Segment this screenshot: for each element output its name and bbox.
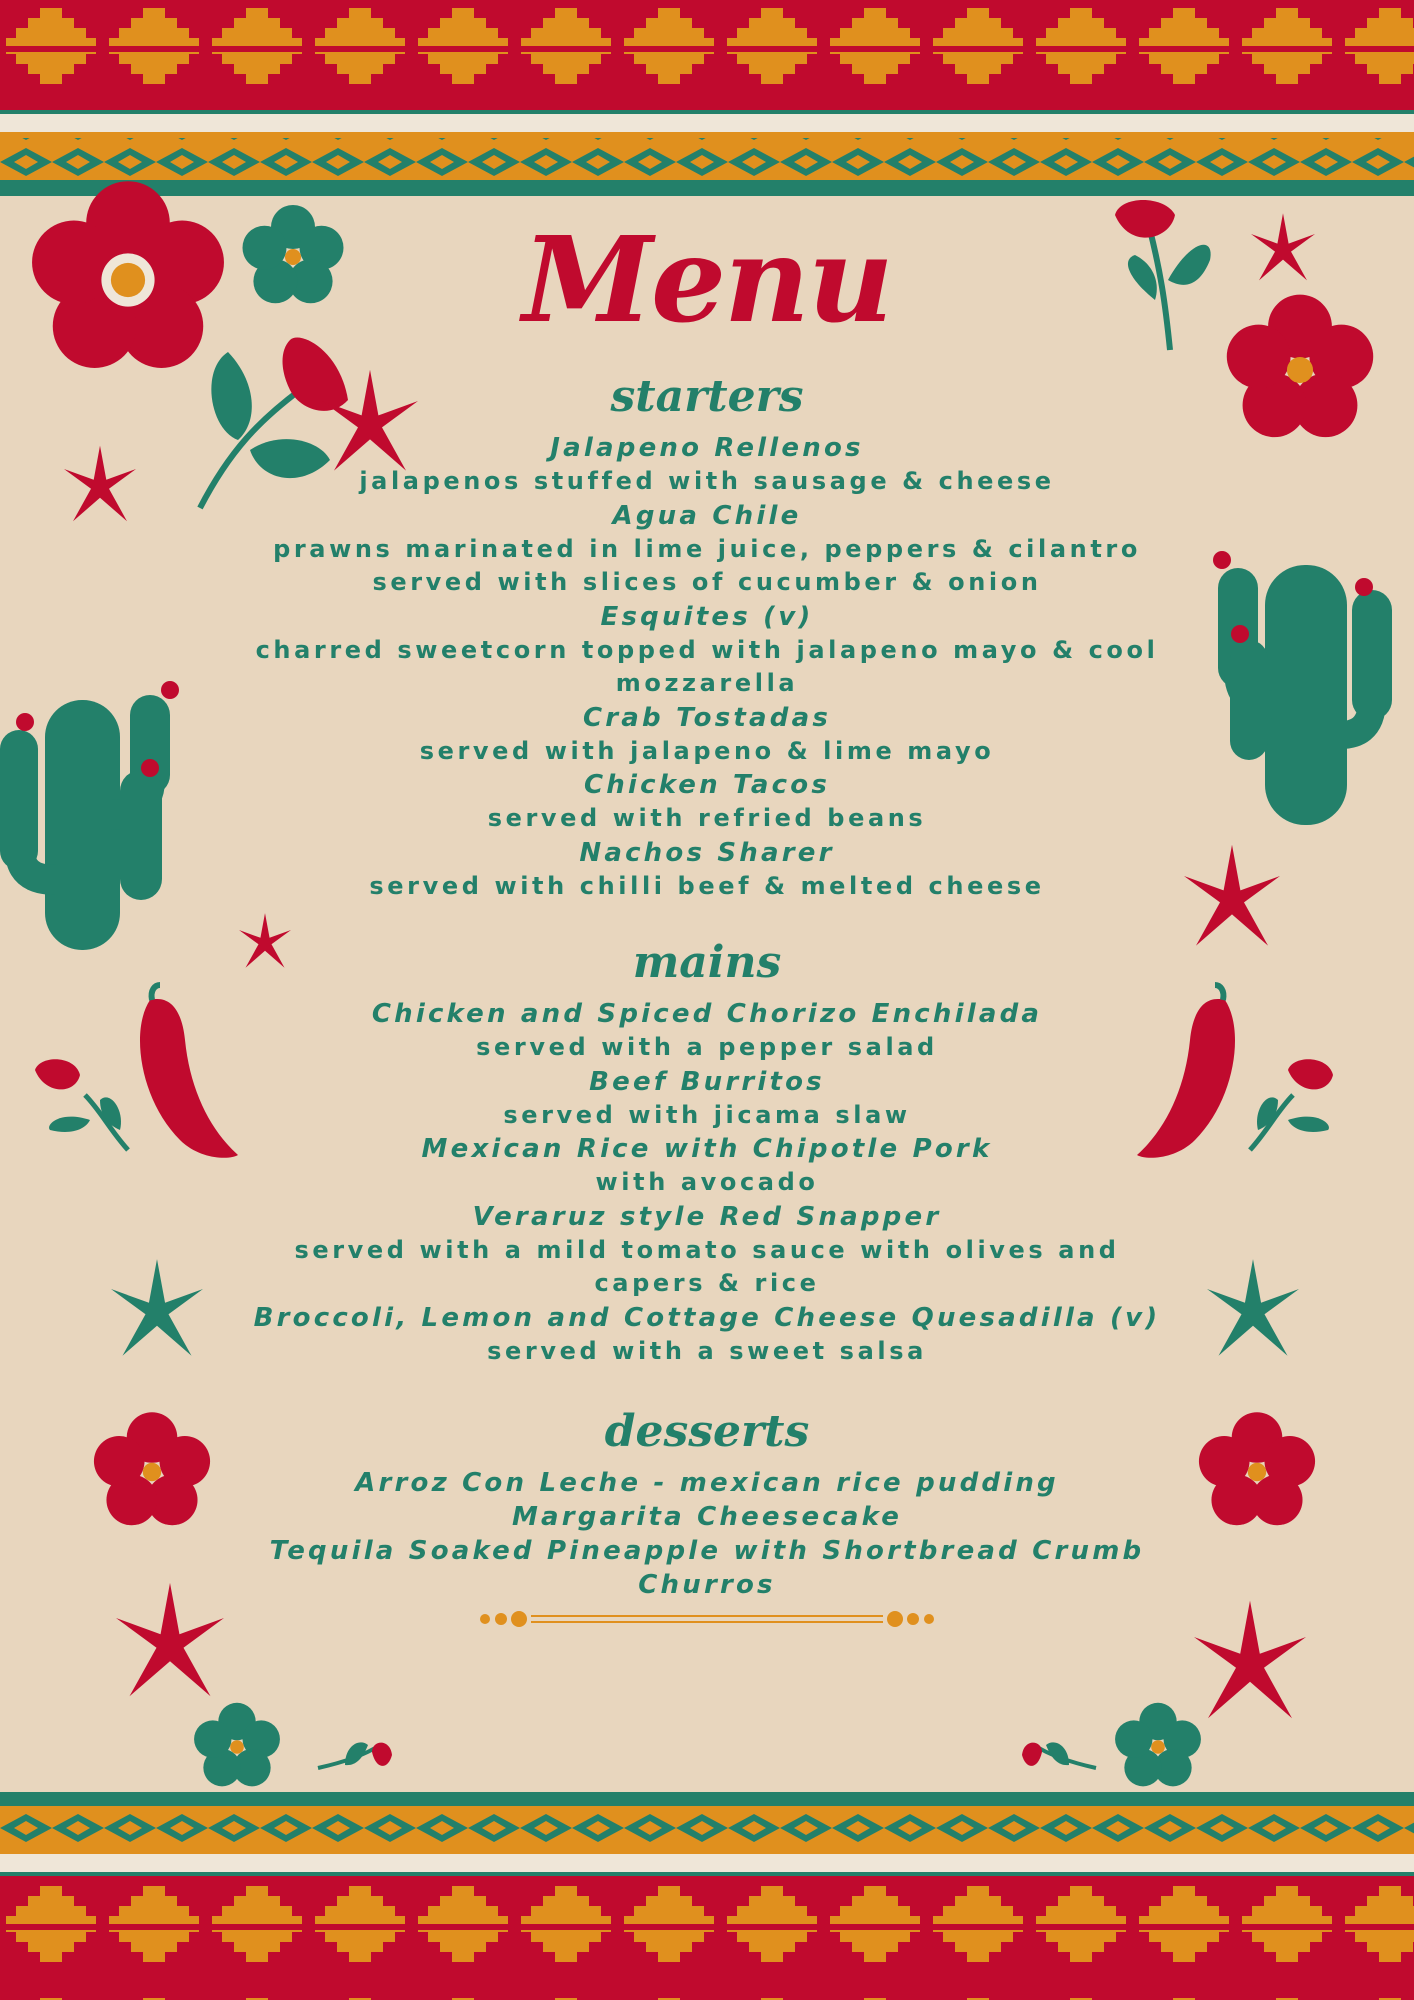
item-name: Mexican Rice with Chipotle Pork — [421, 1134, 993, 1164]
list-item — [207, 1301, 1207, 1369]
ornament-divider — [477, 1608, 937, 1630]
list-item — [207, 768, 1207, 836]
list-item — [207, 1500, 1207, 1534]
list-item — [207, 997, 1207, 1065]
item-name: Nachos Sharer — [579, 837, 835, 868]
star-icon — [1207, 1259, 1299, 1356]
menu-title: Menu — [522, 210, 892, 349]
item-desc: served with slices of cucumber & onion — [372, 568, 1042, 596]
list-item — [207, 1132, 1207, 1200]
item-name: Jalapeno Rellenos — [550, 433, 864, 463]
item-name: Agua Chile — [612, 500, 802, 531]
list-item — [207, 1466, 1207, 1500]
cactus-icon — [0, 681, 179, 950]
item-desc: served with refried beans — [487, 804, 927, 832]
list-item — [207, 431, 1207, 499]
flower-icon — [94, 1412, 210, 1525]
star-icon — [64, 446, 136, 522]
item-desc: served with jicama slaw — [503, 1100, 911, 1129]
tulip-icon — [1022, 1742, 1096, 1768]
tulip-icon — [1250, 1059, 1333, 1150]
item-name: Beef Burritos — [589, 1066, 825, 1097]
section-title: desserts — [604, 1406, 810, 1457]
list-item — [207, 1568, 1207, 1602]
item-name: Arroz Con Leche - mexican rice pudding — [355, 1468, 1059, 1498]
spacer — [207, 1368, 1207, 1406]
item-name: Broccoli, Lemon and Cottage Cheese Quesadilla (v) — [253, 1302, 1161, 1333]
spacer — [207, 903, 1207, 937]
list-item — [207, 600, 1207, 701]
item-name: Churros — [638, 1570, 776, 1600]
item-name: Crab Tostadas — [582, 702, 832, 733]
star-icon — [1251, 213, 1315, 280]
flower-icon — [32, 181, 224, 368]
list-item — [207, 836, 1207, 904]
item-name: Chicken and Spiced Chorizo Enchilada — [371, 999, 1043, 1029]
item-desc: with avocado — [595, 1168, 819, 1196]
item-desc: served with jalapeno & lime mayo — [419, 736, 995, 765]
list-item — [207, 499, 1207, 600]
list-item — [207, 1065, 1207, 1133]
item-desc: jalapenos stuffed with sausage & cheese — [359, 467, 1055, 495]
flower-icon — [194, 1703, 280, 1787]
item-name: Veraruz style Red Snapper — [472, 1201, 942, 1232]
item-desc: charred sweetcorn topped with jalapeno mayo & cool — [255, 635, 1159, 664]
star-icon — [111, 1259, 203, 1356]
flower-icon — [1227, 295, 1373, 438]
item-desc: mozzarella — [615, 669, 799, 697]
list-item — [207, 1534, 1207, 1568]
item-desc: served with chilli beef & melted cheese — [369, 871, 1045, 900]
section-title: starters — [610, 371, 804, 422]
list-item — [207, 701, 1207, 769]
tulip-icon — [318, 1742, 392, 1768]
flower-icon — [1199, 1412, 1315, 1525]
item-desc: served with a mild tomato sauce with olives and — [294, 1235, 1120, 1264]
item-name: Chicken Tacos — [583, 770, 831, 800]
tulip-icon — [35, 1059, 128, 1150]
item-desc: capers & rice — [594, 1269, 820, 1297]
cactus-icon — [1213, 551, 1392, 825]
list-item — [207, 1200, 1207, 1301]
section-mains — [207, 937, 1207, 1368]
section-starters — [207, 371, 1207, 903]
star-icon — [1194, 1601, 1306, 1719]
item-desc: served with a pepper salad — [476, 1033, 938, 1061]
item-name: Margarita Cheesecake — [511, 1502, 903, 1532]
section-title: mains — [632, 937, 782, 988]
flower-icon — [1115, 1703, 1201, 1787]
item-name: Tequila Soaked Pineapple with Shortbread Crumb — [269, 1536, 1145, 1566]
item-desc: served with a sweet salsa — [487, 1336, 927, 1365]
menu-content — [207, 210, 1207, 1634]
section-desserts — [207, 1406, 1207, 1602]
item-desc: prawns marinated in lime juice, peppers & cilantro — [273, 534, 1141, 563]
item-name: Esquites (v) — [600, 601, 814, 632]
